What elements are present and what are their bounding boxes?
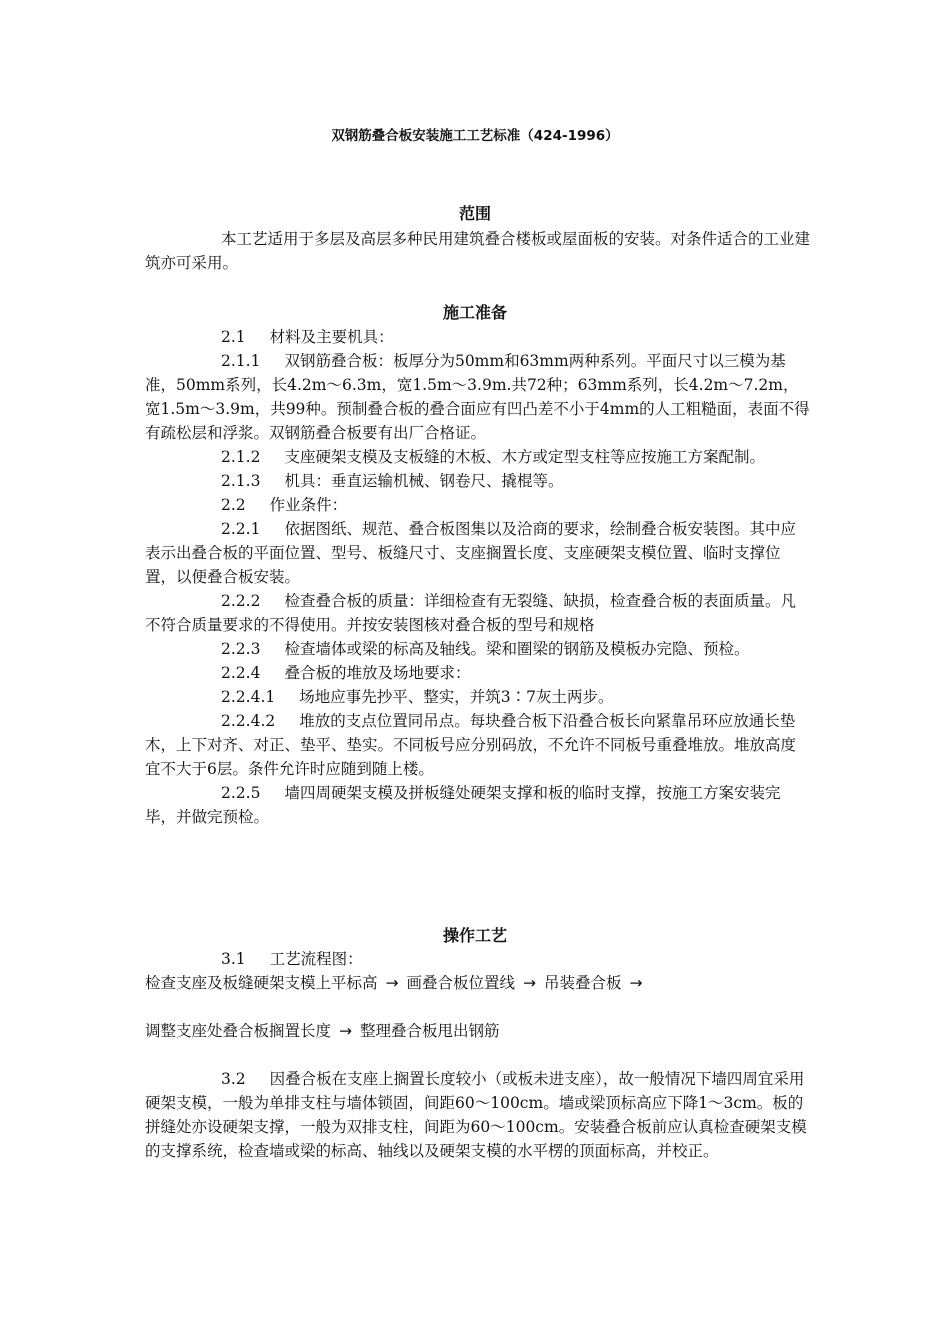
item-text: 工艺流程图： (269, 950, 363, 968)
item-text: 机具：垂直运输机械、钢卷尺、撬棍等。 (284, 472, 564, 490)
item-text: 场地应事先抄平、整实，并筑3∶7灰土两步。 (299, 688, 614, 706)
item-number: 2.2.4.2 (221, 712, 276, 730)
prep-item (145, 637, 810, 661)
item-text: 检查墙体或梁的标高及轴线。梁和圈梁的钢筋及模板办完隐、预检。 (284, 640, 750, 658)
document-title: 双钢筋叠合板安装施工工艺标准（424-1996） (331, 128, 619, 144)
heading-ops: 操作工艺 (442, 926, 507, 945)
prep-item (145, 685, 810, 709)
flow-step: 调整支座处叠合板搁置长度 (145, 1022, 332, 1040)
prep-item (145, 349, 810, 445)
item-number: 2.1.2 (221, 448, 261, 466)
item-text: 作业条件： (269, 496, 348, 514)
flow-step: 检查支座及板缝硬架支模上平标高 (145, 974, 378, 992)
scope-body (145, 227, 810, 275)
flowchart-line-2 (145, 1019, 810, 1043)
item-number: 2.2.4.1 (221, 688, 276, 706)
item-text: 检查叠合板的质量：详细检查有无裂缝、缺损，检查叠合板的表面质量。凡不符合质量要求的不得使用。并按安装图核对叠合板的型号和规格 (145, 592, 796, 634)
item-text: 依据图纸、规范、叠合板图集以及洽商的要求，绘制叠合板安装图。其中应表示出叠合板的平面位置、型号、板缝尺寸、支座搁置长度、支座硬架支模位置、临时支撑位置，以便叠合板安装。 (145, 520, 796, 586)
ops-item-3-2 (145, 1067, 810, 1163)
item-number: 2.1.1 (221, 352, 261, 370)
item-number: 3.2 (221, 1070, 246, 1088)
item-number: 2.2.3 (221, 640, 261, 658)
arrow-right-icon: → (523, 974, 537, 992)
prep-item (145, 325, 810, 349)
prep-item (145, 661, 810, 685)
item-text: 因叠合板在支座上搁置长度较小（或板未进支座），故一般情况下墙四周宜采用硬架支模，一般为单排支柱与墙体锁固，间距60～100cm。墙或梁顶标高应下降1～3cm。板的拼缝处亦设硬架支撑，一般为双排支柱，间距为60～100cm。安装叠合板前应认真检查硬架支模的支撑系统，检查墙或梁的标高、轴线以及硬架支模的水平楞的顶面标高，并校正。 (145, 1070, 807, 1160)
heading-scope: 范围 (458, 204, 491, 223)
ops-body (145, 947, 810, 1163)
item-text: 叠合板的堆放及场地要求： (284, 664, 471, 682)
item-number: 2.1.3 (221, 472, 261, 490)
flow-step: 整理叠合板甩出钢筋 (360, 1022, 500, 1040)
prep-item (145, 517, 810, 589)
item-number: 3.1 (221, 950, 246, 968)
item-number: 2.1 (221, 328, 246, 346)
item-number: 2.2.2 (221, 592, 261, 610)
prep-item (145, 781, 810, 829)
item-text: 堆放的支点位置同吊点。每块叠合板下沿叠合板长向紧靠吊环应放通长垫木，上下对齐、对正、垫平、垫实。不同板号应分别码放，不允许不同板号重叠堆放。堆放高度宜不大于6层。条件允许时应随到随上楼。 (145, 712, 797, 778)
item-number: 2.2.5 (221, 784, 261, 802)
item-text: 双钢筋叠合板：板厚分为50mm和63mm两种系列。平面尺寸以三模为基准，50mm系列，长4.2m～6.3m，宽1.5m～3.9m.共72种；63mm系列，长4.2m～7.2m，宽1.5m～3.9m，共99种。预制叠合板的叠合面应有凹凸差不小于4mm的人工粗糙面，表面不得有疏松层和浮浆。双钢筋叠合板要有出厂合格证。 (145, 352, 810, 442)
item-text: 支座硬架支模及支板缝的木板、木方或定型支柱等应按施工方案配制。 (284, 448, 765, 466)
prep-item (145, 445, 810, 469)
arrow-right-icon: → (629, 974, 643, 992)
ops-item-3-1 (145, 947, 810, 971)
heading-prep: 施工准备 (442, 303, 507, 322)
prep-item (145, 709, 810, 781)
item-text: 墙四周硬架支模及拼板缝处硬架支撑和板的临时支撑，按施工方案安装完毕，并做完预检。 (145, 784, 781, 826)
scope-paragraph: 本工艺适用于多层及高层多种民用建筑叠合楼板或屋面板的安装。对条件适合的工业建筑亦可采用。 (145, 230, 811, 272)
item-number: 2.2 (221, 496, 246, 514)
prep-item (145, 469, 810, 493)
prep-item (145, 493, 810, 517)
flow-step: 画叠合板位置线 (406, 974, 516, 992)
prep-body (145, 325, 810, 829)
item-number: 2.2.4 (221, 664, 261, 682)
item-number: 2.2.1 (221, 520, 261, 538)
prep-item (145, 589, 810, 637)
item-text: 材料及主要机具： (269, 328, 394, 346)
arrow-right-icon: → (385, 974, 399, 992)
flowchart-line-1 (145, 971, 810, 995)
flow-step: 吊装叠合板 (544, 974, 622, 992)
arrow-right-icon: → (339, 1022, 353, 1040)
